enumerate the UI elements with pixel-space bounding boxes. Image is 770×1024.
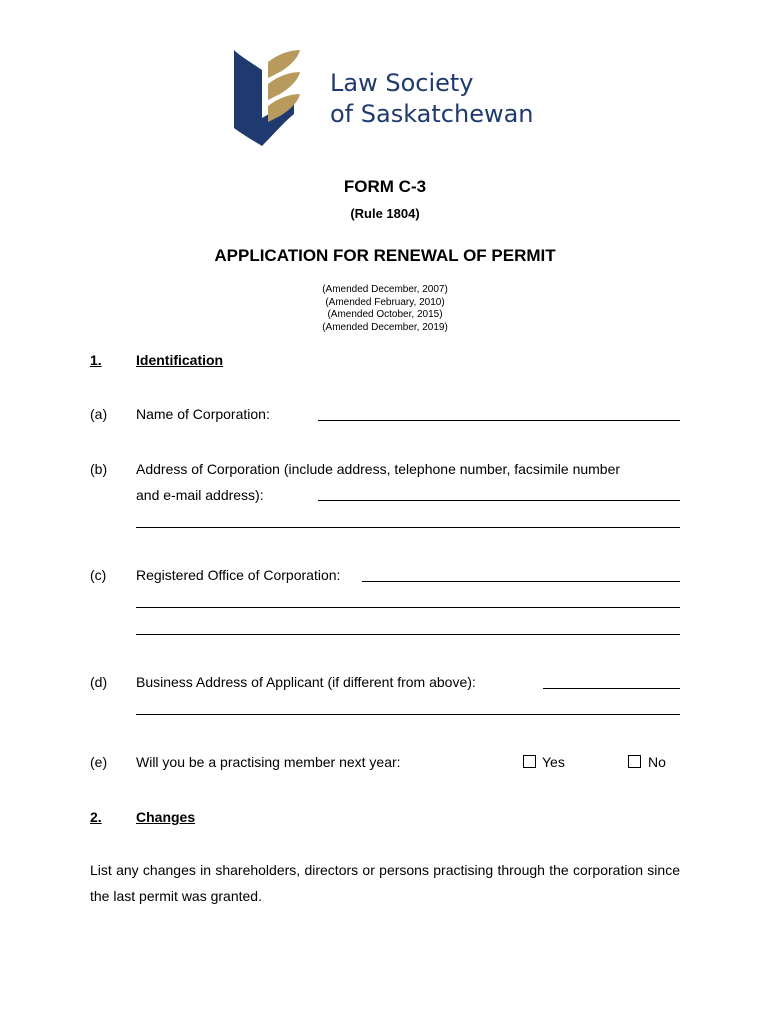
rule-reference: (Rule 1804) xyxy=(350,206,420,221)
registered-office-field-line3[interactable] xyxy=(136,634,680,635)
corporation-address-label-cont: and e-mail address): xyxy=(136,487,264,503)
item-c-letter: (c) xyxy=(90,567,107,583)
practising-member-label: Will you be a practising member next year: xyxy=(136,754,401,770)
item-e-letter: (e) xyxy=(90,754,108,770)
registered-office-label: Registered Office of Corporation: xyxy=(136,567,341,583)
organization-name xyxy=(330,68,570,130)
no-checkbox[interactable] xyxy=(628,755,641,768)
business-address-field[interactable] xyxy=(543,688,680,689)
registered-office-field-line2[interactable] xyxy=(136,607,680,608)
yes-label: Yes xyxy=(542,754,565,770)
item-b-letter: (b) xyxy=(90,461,108,477)
section-2-number: 2. xyxy=(90,809,102,825)
application-heading: APPLICATION FOR RENEWAL OF PERMIT xyxy=(214,246,556,265)
form-title: FORM C-3 xyxy=(343,177,427,196)
item-a-letter: (a) xyxy=(90,406,108,422)
org-name-line2: of Saskatchewan xyxy=(330,100,534,128)
amendment-line: (Amended February, 2010) xyxy=(325,296,445,308)
no-label: No xyxy=(648,754,666,770)
business-address-label: Business Address of Applicant (if different from above): xyxy=(136,674,476,690)
amendment-line: (Amended December, 2019) xyxy=(322,321,448,333)
amendment-line: (Amended October, 2015) xyxy=(327,309,443,320)
corporation-name-field[interactable] xyxy=(318,420,680,421)
amendment-line: (Amended December, 2007) xyxy=(322,284,448,295)
section-1-title: Identification xyxy=(136,352,224,368)
org-name-line1: Law Society xyxy=(330,69,474,97)
corporation-address-field-line2[interactable] xyxy=(136,527,680,528)
wheat-sheaf-logo-icon xyxy=(232,48,312,148)
changes-instruction: List any changes in shareholders, directors or persons practising through the corporation since the last permit was granted. xyxy=(90,862,680,904)
corporation-address-field[interactable] xyxy=(318,500,680,501)
section-1-number: 1. xyxy=(90,352,102,368)
yes-checkbox[interactable] xyxy=(523,755,536,768)
registered-office-field[interactable] xyxy=(362,581,680,582)
corporation-address-label: Address of Corporation (include address, telephone number, facsimile number xyxy=(136,461,621,477)
section-2-title: Changes xyxy=(136,809,196,825)
item-d-letter: (d) xyxy=(90,674,108,690)
corporation-name-label: Name of Corporation: xyxy=(136,406,270,422)
business-address-field-line2[interactable] xyxy=(136,714,680,715)
